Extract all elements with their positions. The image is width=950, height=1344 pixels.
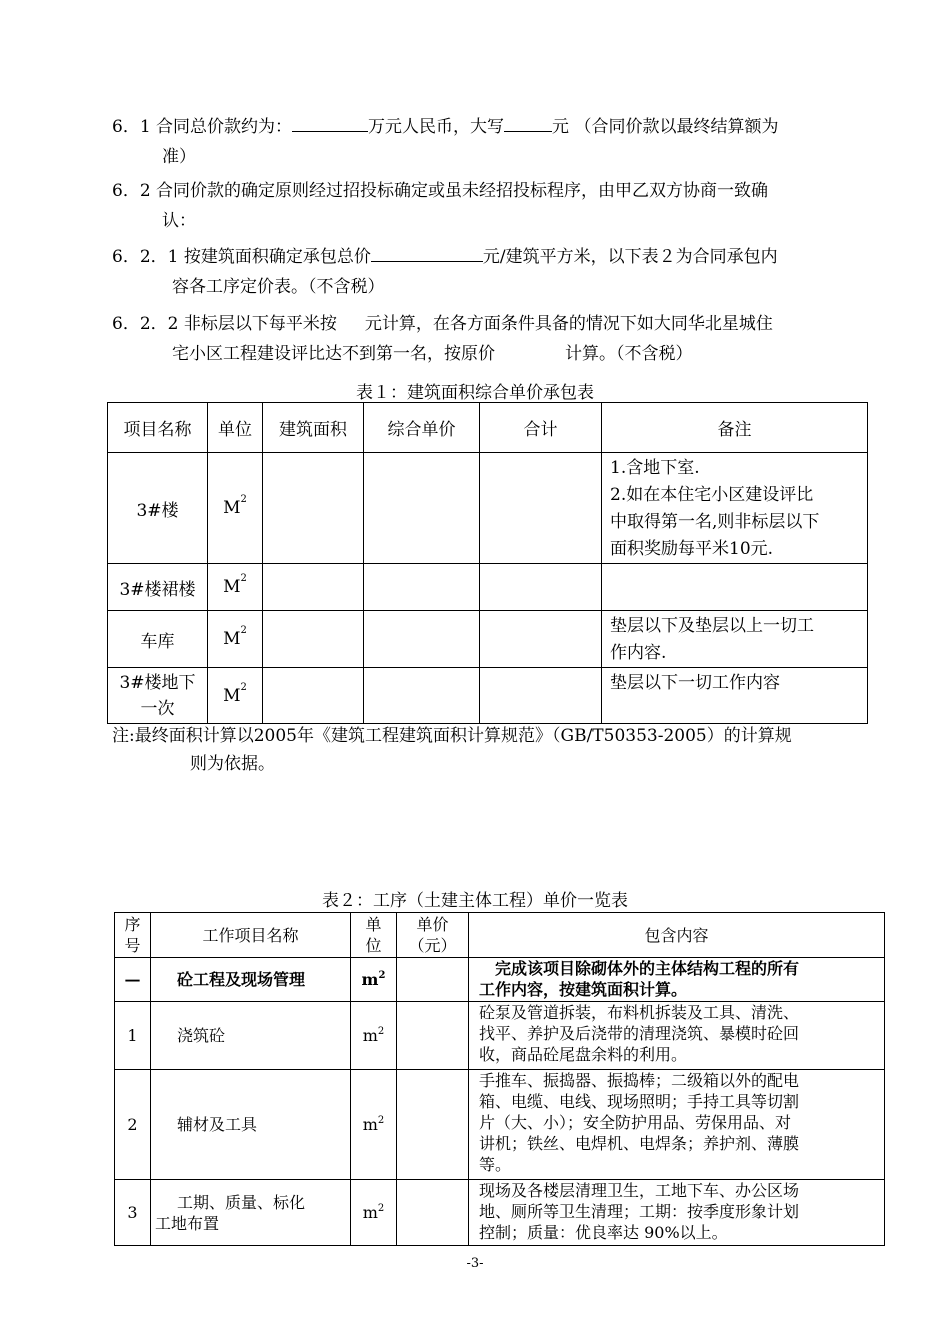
remark-line: 面积奖励每平米10元. xyxy=(610,539,774,559)
content-line: 找平、养护及后浇带的清理浇筑、暴模时砼回 xyxy=(479,1024,800,1043)
clause-6-2-2 xyxy=(112,309,872,369)
price-input-cell[interactable] xyxy=(364,611,480,668)
area-unit-price-table xyxy=(107,402,868,724)
unit-superscript: 2 xyxy=(377,1026,385,1037)
clause-text: 非标层以下每平米按 xyxy=(183,314,337,334)
table-header-row xyxy=(108,403,868,453)
unit-superscript: 2 xyxy=(240,494,247,505)
remark-line: 2.如在本住宅小区建设评比 xyxy=(610,485,814,505)
price-input-cell[interactable] xyxy=(397,1002,469,1070)
table-row xyxy=(108,611,868,668)
remark-line: 作内容. xyxy=(610,643,667,663)
content-cell xyxy=(469,1070,885,1180)
clause-text: 计算。（不含税） xyxy=(565,344,693,364)
header-cell: 项目名称 xyxy=(108,403,208,453)
content-line: 现场及各楼层清理卫生，工地下车、办公区场 xyxy=(479,1181,800,1200)
price-input-cell[interactable] xyxy=(364,564,480,611)
seq-cell: 2 xyxy=(115,1070,151,1180)
content-line: 砼泵及管道拆装，布料机拆装及工具、清洗、 xyxy=(479,1003,800,1022)
remark-line: 1.含地下室. xyxy=(610,458,700,478)
remark-line: 垫层以下及垫层以上一切工 xyxy=(610,616,814,636)
item-name-line: 一次 xyxy=(140,698,175,719)
remark-cell xyxy=(602,611,868,668)
area-input-cell[interactable] xyxy=(263,668,364,724)
total-input-cell[interactable] xyxy=(480,611,602,668)
clause-text: 元计算，在各方面条件具备的情况下如大同华北星城住 xyxy=(364,314,773,334)
clause-text: 元/建筑平方米，以下表２为合同承包内 xyxy=(482,247,778,267)
unit-superscript: 2 xyxy=(240,573,247,584)
clause-number: 6．2．2 xyxy=(112,314,179,334)
clause-text: 合同价款的确定原则经过招投标确定或虽未经招投标程序，由甲乙双方协商一致确 xyxy=(156,181,769,201)
unit-cell xyxy=(351,1070,397,1180)
remark-line: 中取得第一名,则非标层以下 xyxy=(610,512,820,532)
table-row xyxy=(115,1070,885,1180)
area-input-cell[interactable] xyxy=(263,564,364,611)
content-line: 箱、电缆、电线、现场照明；手持工具等切割 xyxy=(479,1092,800,1111)
header-text: 位 xyxy=(365,936,382,955)
header-cell: 合计 xyxy=(480,403,602,453)
header-cell: 单位 xyxy=(208,403,263,453)
header-text: 序 xyxy=(124,915,141,934)
clause-6-2 xyxy=(112,176,872,236)
clause-text: 按建筑面积确定承包总价 xyxy=(183,247,371,267)
content-cell xyxy=(469,1002,885,1070)
unit-text: M xyxy=(223,498,241,518)
header-cell: 备注 xyxy=(602,403,868,453)
unit-cell xyxy=(208,668,263,724)
remark-cell xyxy=(602,453,868,564)
page-number: -3- xyxy=(466,1256,484,1271)
item-name xyxy=(108,668,208,724)
content-line: 工作内容，按建筑面积计算。 xyxy=(479,980,688,999)
clause-number: 6．2．1 xyxy=(112,247,179,267)
content-line: 讲机；铁丝、电焊机、电焊条；养护剂、薄膜 xyxy=(479,1134,800,1153)
content-line: 等。 xyxy=(479,1155,512,1174)
work-item-name-line: 工地布置 xyxy=(155,1213,220,1233)
table-row xyxy=(108,564,868,611)
clause-text: 宅小区工程建设评比达不到第一名，按原价 xyxy=(172,344,495,364)
unit-text: m xyxy=(362,1203,378,1222)
clause-number: 6．1 xyxy=(112,117,151,137)
process-unit-price-table xyxy=(114,912,885,1246)
table-row xyxy=(108,668,868,724)
unit-cell xyxy=(208,564,263,611)
total-input-cell[interactable] xyxy=(480,668,602,724)
area-input-cell[interactable] xyxy=(263,611,364,668)
work-item-name-line: 工期、质量、标化 xyxy=(177,1192,306,1212)
price-input-cell[interactable] xyxy=(397,1070,469,1180)
unit-text: M xyxy=(223,685,241,706)
item-name: 3#楼 xyxy=(108,453,208,564)
work-item-name: 辅材及工具 xyxy=(151,1070,351,1180)
clause-text: 合同总价款约为： xyxy=(156,117,293,137)
content-line: 地、厕所等卫生清理；工期：按季度形象计划 xyxy=(479,1202,800,1221)
content-line: 手推车、振捣器、振捣棒；二级箱以外的配电 xyxy=(479,1071,800,1090)
header-cell-seq xyxy=(115,913,151,958)
header-cell-price xyxy=(397,913,469,958)
clause-number: 6．2 xyxy=(112,181,151,201)
amount-blank[interactable] xyxy=(292,113,368,132)
seq-cell: 3 xyxy=(115,1180,151,1246)
header-cell: 工作项目名称 xyxy=(151,913,351,958)
price-input-cell[interactable] xyxy=(364,453,480,564)
price-input-cell[interactable] xyxy=(397,958,469,1002)
table1-caption: 表１：建筑面积综合单价承包表 xyxy=(356,383,594,403)
content-cell xyxy=(469,1180,885,1246)
unit-cell xyxy=(351,1002,397,1070)
unit-cell xyxy=(351,958,397,1002)
total-input-cell[interactable] xyxy=(480,564,602,611)
note-continuation: 则为依据。 xyxy=(190,754,275,774)
unit-text: M xyxy=(223,629,241,649)
table-row xyxy=(115,1180,885,1246)
unit-cell xyxy=(208,453,263,564)
clause-continuation: 准） xyxy=(162,147,196,167)
note-text: 注:最终面积计算以2005年《建筑工程建筑面积计算规范》（GB/T50353-2005）的计算规 xyxy=(112,726,792,746)
table2-caption: 表２：工序（土建主体工程）单价一览表 xyxy=(322,891,628,911)
content-line: 控制；质量：优良率达 90%以上。 xyxy=(479,1223,728,1242)
header-cell: 包含内容 xyxy=(469,913,885,958)
work-item-name: 浇筑砼 xyxy=(151,1002,351,1070)
clause-6-1 xyxy=(112,112,872,172)
unit-cell xyxy=(208,611,263,668)
remark-line: 垫层以下一切工作内容 xyxy=(610,673,780,693)
unit-price-blank[interactable] xyxy=(371,243,483,262)
header-text: 单 xyxy=(365,915,382,934)
amount-words-blank[interactable] xyxy=(504,113,552,132)
clause-text: 万元人民币，大写 xyxy=(368,117,505,137)
header-cell: 综合单价 xyxy=(364,403,480,453)
remark-cell xyxy=(602,668,868,724)
unit-superscript: 2 xyxy=(377,1115,385,1126)
clause-continuation: 认： xyxy=(162,211,196,231)
clause-6-2-1 xyxy=(112,242,872,302)
header-text: 号 xyxy=(124,936,141,955)
unit-superscript: 2 xyxy=(240,681,247,693)
price-input-cell[interactable] xyxy=(397,1180,469,1246)
clause-continuation xyxy=(112,339,872,369)
item-name: 3#楼裙楼 xyxy=(108,564,208,611)
clause-continuation: 容各工序定价表。（不含税） xyxy=(172,277,385,297)
clause-text: 元 （合同价款以最终结算额为 xyxy=(552,117,779,137)
header-cell-unit xyxy=(351,913,397,958)
unit-text: m xyxy=(362,1026,378,1045)
price-input-cell[interactable] xyxy=(364,668,480,724)
item-name: 车库 xyxy=(108,611,208,668)
unit-superscript: 2 xyxy=(377,1203,385,1214)
area-input-cell[interactable] xyxy=(263,453,364,564)
unit-cell xyxy=(351,1180,397,1246)
table-row xyxy=(108,453,868,564)
remark-cell xyxy=(602,564,868,611)
seq-cell: 1 xyxy=(115,1002,151,1070)
header-text: （元） xyxy=(408,936,457,955)
total-input-cell[interactable] xyxy=(480,453,602,564)
unit-text: M xyxy=(223,577,241,597)
unit-text: m xyxy=(361,970,379,989)
header-text: 单价 xyxy=(416,915,449,934)
unit-text: m xyxy=(362,1115,378,1134)
content-line: 收，商品砼尾盘余料的利用。 xyxy=(479,1045,688,1064)
area-calc-note xyxy=(112,722,872,778)
table-row xyxy=(115,1002,885,1070)
content-line: 完成该项目除砌体外的主体结构工程的所有 xyxy=(495,959,800,978)
content-line: 片（大、小）；安全防护用品、劳保用品、对 xyxy=(479,1113,792,1132)
item-name-line: 3#楼地下 xyxy=(119,672,196,693)
work-item-name xyxy=(151,1180,351,1246)
unit-superscript: 2 xyxy=(378,970,386,981)
table-row xyxy=(115,958,885,1002)
header-cell: 建筑面积 xyxy=(263,403,364,453)
table-header-row xyxy=(115,913,885,958)
work-item-name: 砼工程及现场管理 xyxy=(151,958,351,1002)
content-cell xyxy=(469,958,885,1002)
unit-superscript: 2 xyxy=(240,625,247,636)
seq-cell: — xyxy=(115,958,151,1002)
